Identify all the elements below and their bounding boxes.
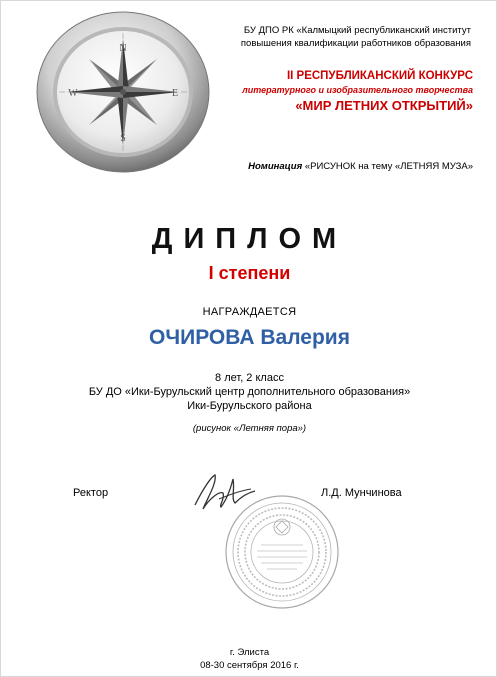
school-line-2: Ики-Бурульского района — [187, 400, 312, 412]
nomination-value: «РИСУНОК на тему «ЛЕТНЯЯ МУЗА» — [304, 161, 473, 172]
signatory-name: Л.Д. Мунчинова — [321, 487, 402, 499]
work-prefix: (рисунок — [192, 423, 234, 434]
institution-line-2: повышения квалификации работников образования — [240, 38, 471, 49]
institution-header — [231, 24, 471, 50]
compass-east-label: E — [171, 88, 179, 99]
recipient-info — [1, 371, 497, 413]
compass-south-label: S — [120, 133, 126, 144]
school-line-1: БУ ДО «Ики-Бурульский центр дополнительного образования» — [88, 386, 411, 398]
seal-stamp-icon — [223, 493, 341, 611]
diploma-degree: I степени — [208, 263, 291, 283]
awarded-label: НАГРАЖДАЕТСЯ — [202, 306, 297, 318]
contest-header — [201, 69, 473, 114]
age-class: 8 лет, 2 класс — [215, 372, 284, 384]
nomination-label: Номинация — [248, 161, 303, 172]
work-title — [1, 423, 497, 434]
diploma-title: ДИПЛОМ — [151, 223, 348, 255]
footer-city: г. Элиста — [229, 647, 270, 658]
contest-line-1: II РЕСПУБЛИКАНСКИЙ КОНКУРС — [286, 70, 473, 82]
footer-date: 08-30 сентября 2016 г. — [200, 660, 299, 671]
work-suffix: ) — [302, 423, 307, 434]
signatory-role: Ректор — [73, 487, 109, 499]
recipient-name: ОЧИРОВА Валерия — [149, 326, 350, 349]
compass-icon — [29, 7, 217, 177]
contest-line-2: литературного и изобразительного творчества — [242, 85, 473, 95]
compass-west-label: W — [68, 88, 78, 99]
institution-line-1: БУ ДПО РК «Калмыцкий республиканский институт — [243, 25, 471, 36]
compass-north-label: N — [119, 43, 127, 54]
work-name: «Летняя пора» — [233, 423, 303, 434]
contest-line-3: «МИР ЛЕТНИХ ОТКРЫТИЙ» — [295, 98, 473, 113]
nomination — [151, 161, 473, 172]
